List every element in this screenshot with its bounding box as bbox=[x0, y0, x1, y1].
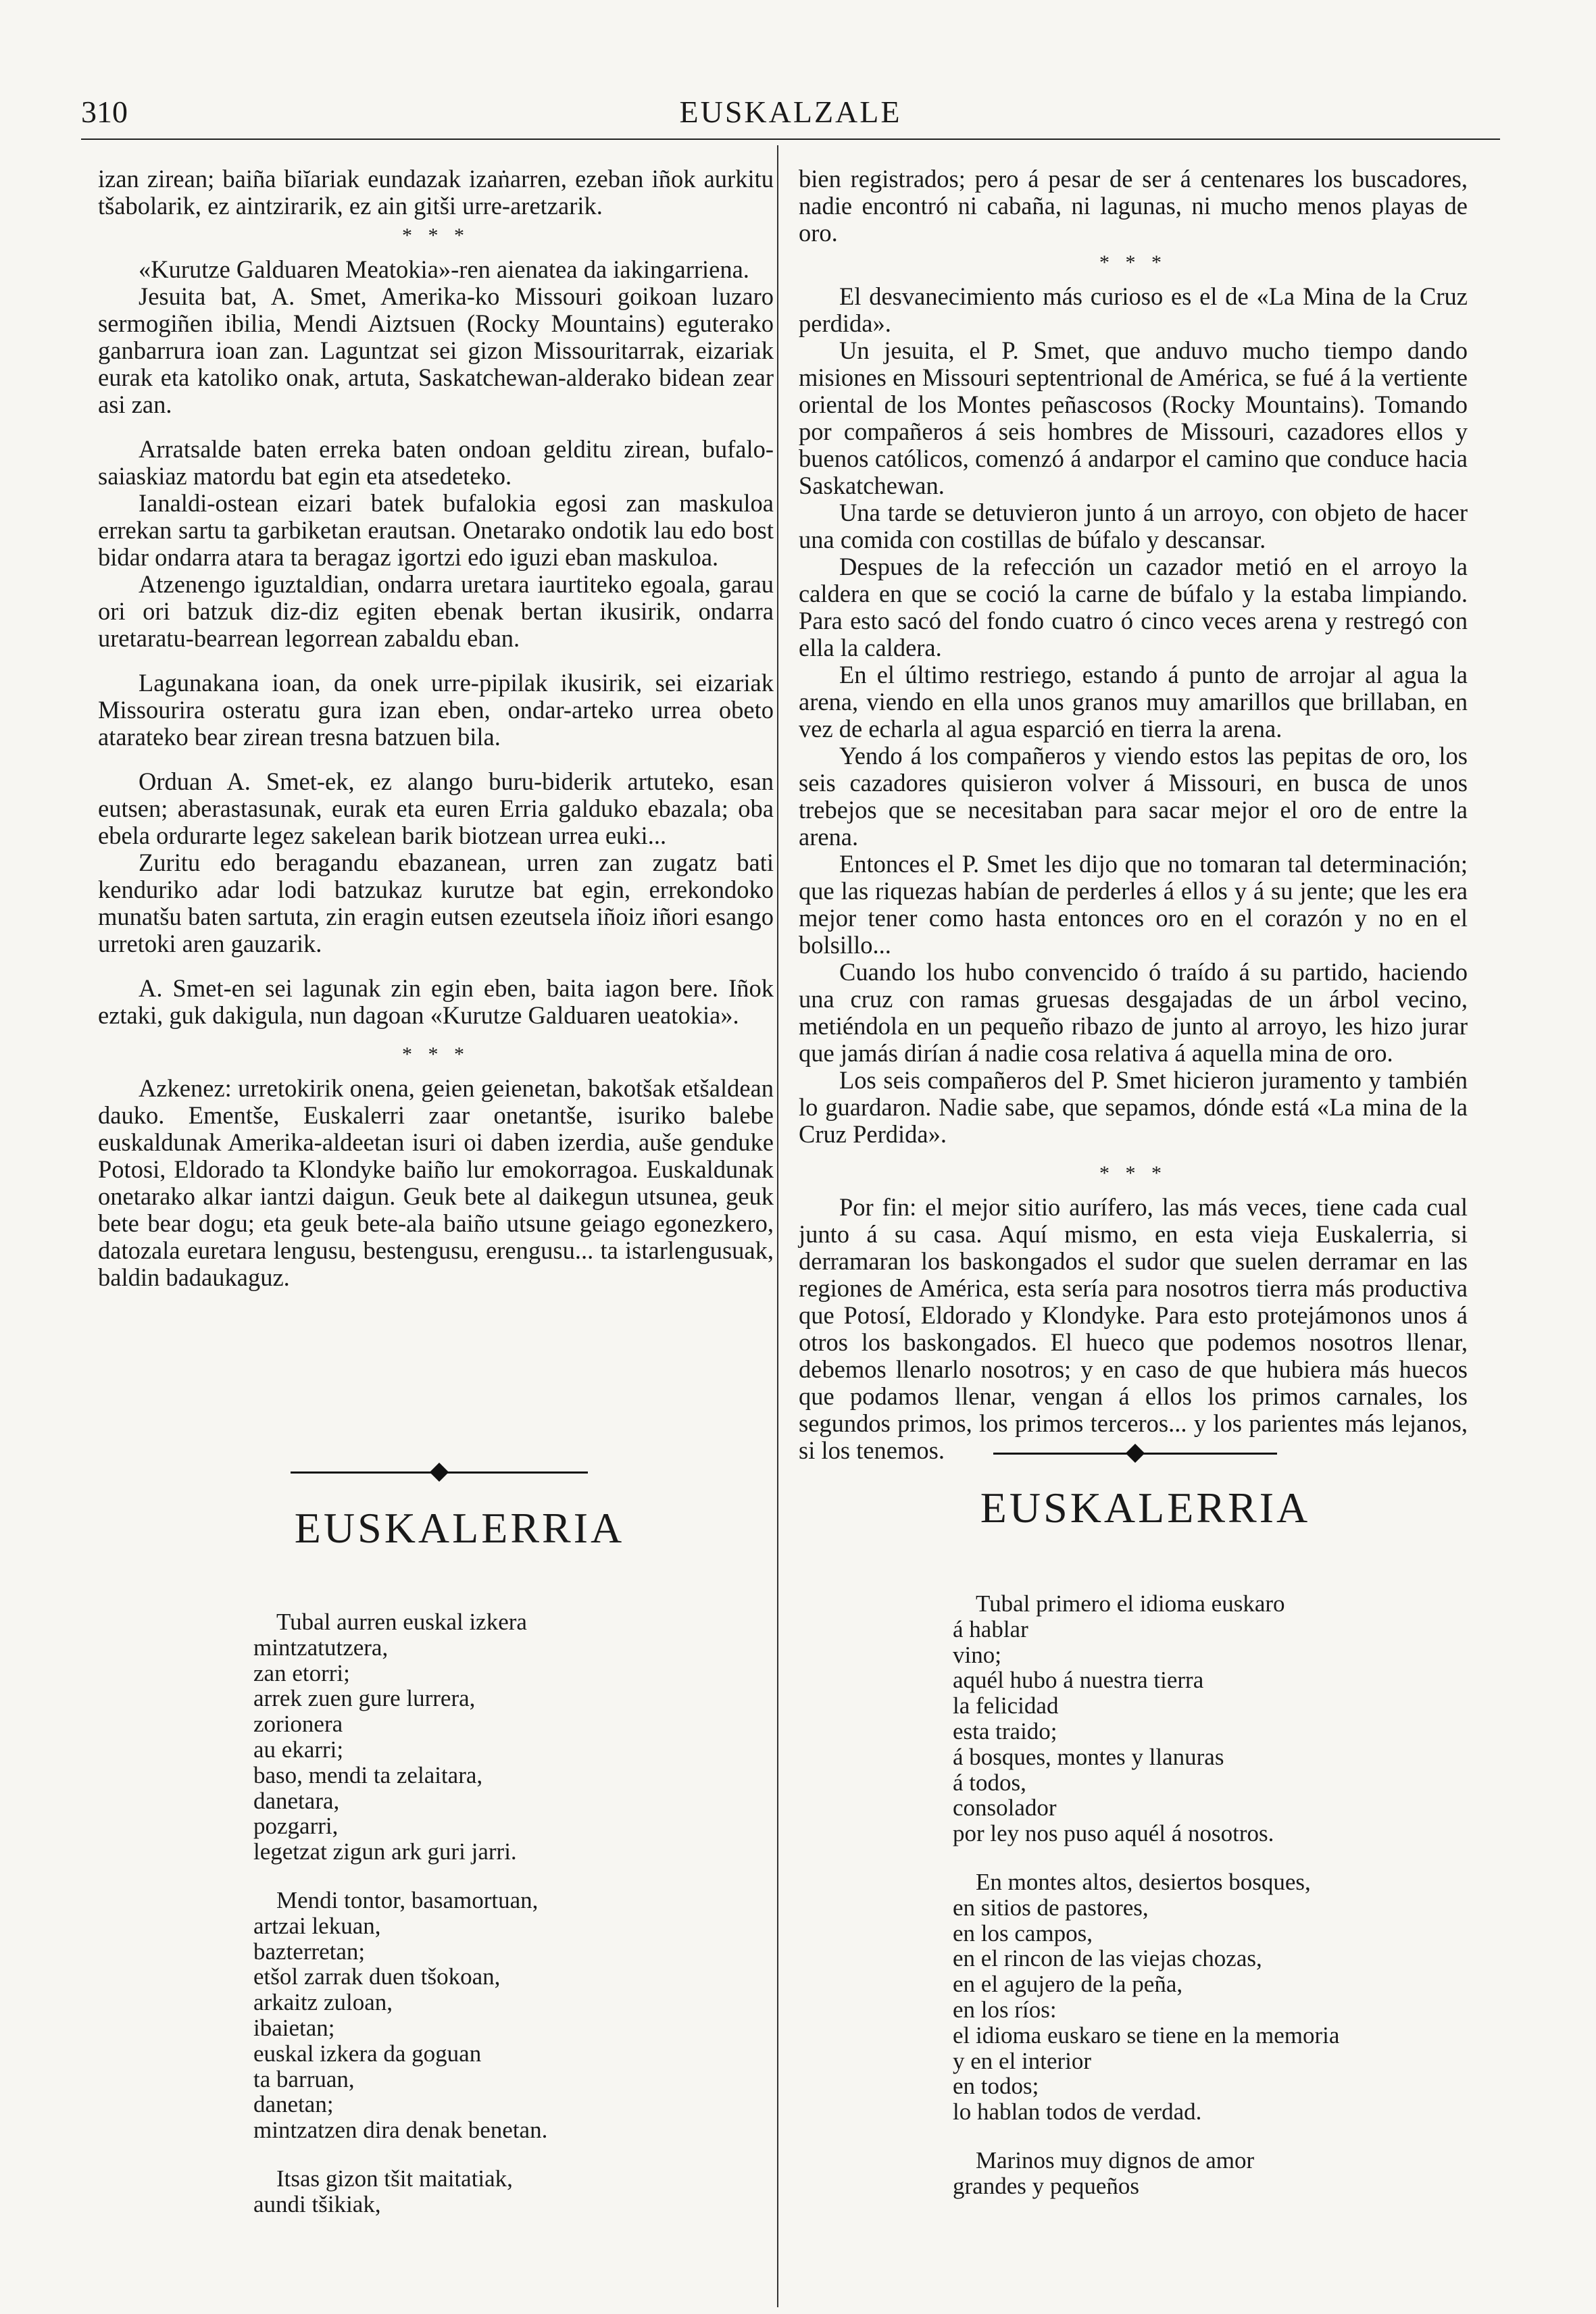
verse-line: á bosques, montes y llanuras bbox=[953, 1743, 1224, 1770]
poem-right bbox=[953, 1591, 1339, 2222]
verse-line: ibaietan; bbox=[253, 2014, 335, 2041]
section-separator-stars: * * * bbox=[402, 224, 470, 247]
verse-line: por ley nos puso aquél á nosotros. bbox=[953, 1820, 1274, 1847]
paragraph: Azkenez: urretokirik onena, geien geienetan, bakotšak etšaldean dauko. Ementše, Euskalerri zaar onetantše, isuriko balebe euskaldunak Amerika-aldeetan isuri oi daben izerdia, auše genduke Potosi, Eldorado ta Klondyke baiño lur emokorragoa. Euskaldunak onetarako alkar iantzi daigun. Geuk bete al daikegun utsunea, geuk bete bear dogu; eta geuk bete-ala baiño utsune geiago egonezkero, datozala euretara lengusu, bestengusu, erengusu... ta istarlengusuak, baldin badaukaguz. bbox=[98, 1074, 774, 1291]
verse-line: Tubal aurren euskal izkera bbox=[276, 1609, 527, 1635]
paragraph: izan zirean; baiña biĭariak eundazak izaṅarren, ezeban iñok aurkitu tšabolarik, ez aintzirarik, ez ain gitši urre-aretzarik. bbox=[98, 165, 774, 220]
section-separator-stars: * * * bbox=[1099, 251, 1167, 274]
verse-line: baso, mendi ta zelaitara, bbox=[253, 1761, 483, 1788]
right-column bbox=[799, 166, 1468, 1464]
paragraph: Entonces el P. Smet les dijo que no tomaran tal determinación; que las riquezas habían de perderles á ellos y á su jente; que les era mejor tener como hasta entonces oro en el corazón y no en el bolsillo... bbox=[799, 850, 1468, 959]
verse-line: el idioma euskaro se tiene en la memoria bbox=[953, 2021, 1340, 2048]
verse-line: etšol zarrak duen tšokoan, bbox=[253, 1963, 501, 1990]
verse-line: vino; bbox=[953, 1641, 1001, 1668]
verse-line: en los ríos: bbox=[953, 1996, 1057, 2023]
verse-line: á todos, bbox=[953, 1769, 1026, 1796]
column-divider bbox=[777, 145, 778, 2307]
verse-line: á hablar bbox=[953, 1615, 1028, 1642]
paragraph: Ianaldi-ostean eizari batek bufalokia egosi zan maskuloa errekan sartu ta garbiketan erautsan. Onetarako ondotik lau edo bost bidar ondarra atara ta beragaz igortzi edo iguzi eban maskuloa. bbox=[98, 489, 774, 571]
verse-line: au ekarri; bbox=[253, 1736, 344, 1763]
paragraph: «Kurutze Galduaren Meatokia»-ren aienatea da iakingarriena. bbox=[139, 255, 749, 283]
paragraph: Una tarde se detuvieron junto á un arroyo, con objeto de hacer una comida con costillas de búfalo y descansar. bbox=[799, 499, 1468, 553]
paragraph: Despues de la refección un cazador metió en el arroyo la caldera en que se coció la carne de búfalo y la estaba limpiando. Para esto sacó del fondo cuatro ó cinco veces arena y restregó con ella la caldera. bbox=[799, 553, 1468, 661]
verse-line: bazterretan; bbox=[253, 1938, 366, 1965]
paragraph: Jesuita bat, A. Smet, Amerika-ko Missouri goikoan luzaro sermogiñen ibilia, Mendi Aiztsuen (Rocky Mountains) eguterako ganbarrura ioan zan. Laguntzat sei gizon Missouritarrak, eizariak eurak eta katoliko onak, artuta, Saskatchewan-alderako bidean zear asi zan. bbox=[98, 282, 774, 418]
verse-line: legetzat zigun ark guri jarri. bbox=[253, 1838, 517, 1865]
paragraph: bien registrados; pero á pesar de ser á centenares los buscadores, nadie encontró ni cabaña, ni lagunas, ni mucho menos playas de oro. bbox=[799, 165, 1468, 247]
verse-line: euskal izkera da goguan bbox=[253, 2040, 482, 2067]
paragraph: Un jesuita, el P. Smet, que anduvo mucho tiempo dando misiones en Missouri septentrional de América, se fué á la vertiente oriental de los Montes peñascosos (Rocky Mountains). Tomando por compañeros á seis hombres de Missouri, cazadores ellos y buenos católicos, comenzó á andarpor el camino que conduce hacia Saskatchewan. bbox=[799, 336, 1468, 499]
verse-line: Itsas gizon tšit maitatiak, bbox=[276, 2165, 513, 2192]
page-number: 310 bbox=[81, 95, 128, 129]
verse-line: Tubal primero el idioma euskaro bbox=[976, 1590, 1285, 1617]
verse-line: en el rincon de las viejas chozas, bbox=[953, 1945, 1262, 1972]
section-separator-stars: * * * bbox=[1099, 1162, 1167, 1184]
verse-line: aundi tšikiak, bbox=[253, 2190, 381, 2217]
page-header bbox=[81, 91, 1500, 140]
verse-line: en sitios de pastores, bbox=[953, 1894, 1149, 1921]
verse-line: esta traido; bbox=[953, 1717, 1057, 1744]
paragraph: Los seis compañeros del P. Smet hicieron juramento y también lo guardaron. Nadie sabe, que sepamos, dónde está «La mina de la Cruz Perdida». bbox=[799, 1066, 1468, 1148]
verse-line: en el agujero de la peña, bbox=[953, 1971, 1183, 1998]
paragraph: Lagunakana ioan, da onek urre-pipilak ikusirik, sei eizariak Missourira osteratu gura izan eben, ondar-arteko urrea obeto atarateko bear zirean tresna batzuen bila. bbox=[98, 669, 774, 751]
paragraph: Zuritu edo beragandu ebazanean, urren zan zugatz bati kenduriko adar lodi batzukaz kurutze bat egin, errekondoko munatšu baten sartuta, zin eragin eutsen ezeutsela iñoiz iñori esango urretoki aren gauzarik. bbox=[98, 849, 774, 957]
left-column bbox=[98, 166, 774, 1291]
verse-line: mintzatzen dira denak benetan. bbox=[253, 2117, 548, 2144]
verse-line: arrek zuen gure lurrera, bbox=[253, 1685, 476, 1712]
verse-line: Mendi tontor, basamortuan, bbox=[276, 1886, 539, 1913]
verse-line: danetara, bbox=[253, 1787, 340, 1814]
paragraph: Por fin: el mejor sitio aurífero, las más veces, tiene cada cual junto á su casa. Aquí mismo, en esta vieja Euskalerria, si derramaran los baskongados el sudor que suelen derramar en las regiones de América, esta sería para nosotros tierra más productiva que Potosí, Eldorado y Klondyke. Para esto protejámonos unos á otros los baskongados. El hueco que podemos nosotros llenar, debemos llenarlo nosotros; y en caso de que hubiera más huecos que podamos llenar, vengan á ellos los primos carnales, los segundos primos, los primos terceros... y los parientes más lejanos, si los tenemos. bbox=[799, 1193, 1468, 1464]
verse-line: artzai lekuan, bbox=[253, 1912, 381, 1939]
verse-line: aquél hubo á nuestra tierra bbox=[953, 1667, 1204, 1694]
ornamental-rule bbox=[993, 1446, 1277, 1461]
paragraph: Atzenengo iguztaldian, ondarra uretara iaurtiteko egoala, garau ori ori batzuk diz-diz egiten ebenak bertan ikusirik, ondarra uretaratu-bearrean legorrean zabaldu eban. bbox=[98, 570, 774, 652]
verse-line: en los campos, bbox=[953, 1919, 1093, 1946]
verse-line: zan etorri; bbox=[253, 1659, 350, 1686]
paragraph: Cuando los hubo convencido ó traído á su partido, haciendo una cruz con ramas gruesas desgajadas de un árbol vecino, metiéndola en un pequeño ribazo de junto al arroyo, les hizo jurar que jamás dirían á nadie cosa relativa á aquella mina de oro. bbox=[799, 958, 1468, 1067]
verse-line: y en el interior bbox=[953, 2047, 1092, 2074]
verse-line: En montes altos, desiertos bosques, bbox=[976, 1868, 1311, 1895]
verse-line: mintzatutzera, bbox=[253, 1634, 389, 1661]
verse-line: ta barruan, bbox=[253, 2065, 355, 2092]
verse-line: en todos; bbox=[953, 2073, 1039, 2100]
poem-title-right: EUSKALERRIA bbox=[980, 1484, 1311, 1532]
verse-line: la felicidad bbox=[953, 1692, 1059, 1719]
verse-line: arkaitz zuloan, bbox=[253, 1989, 393, 2016]
poem-title-left: EUSKALERRIA bbox=[294, 1504, 625, 1552]
section-separator-stars: * * * bbox=[402, 1043, 470, 1065]
verse-line: Marinos muy dignos de amor bbox=[976, 2146, 1255, 2173]
paragraph: El desvanecimiento más curioso es el de «La Mina de la Cruz perdida». bbox=[799, 282, 1468, 337]
ornamental-rule bbox=[291, 1465, 588, 1480]
verse-line: consolador bbox=[953, 1794, 1057, 1821]
verse-line: grandes y pequeños bbox=[953, 2172, 1140, 2199]
verse-line: lo hablan todos de verdad. bbox=[953, 2098, 1202, 2126]
poem-left bbox=[253, 1609, 547, 2240]
paragraph: A. Smet-en sei lagunak zin egin eben, baita iagon bere. Iñok eztaki, guk dakigula, nun dagoan «Kurutze Galduaren ueatokia». bbox=[98, 974, 774, 1029]
verse-line: danetan; bbox=[253, 2091, 334, 2118]
paragraph: En el último restriego, estando á punto de arrojar al agua la arena, viendo en ella unos granos muy amarillos que brillaban, en vez de echarla al agua esparció en tierra la arena. bbox=[799, 661, 1468, 743]
paragraph: Arratsalde baten erreka baten ondoan gelditu zirean, bufalo-saiaskiaz matordu bat egin eta atsedeteko. bbox=[98, 435, 774, 490]
verse-line: pozgarri, bbox=[253, 1813, 339, 1840]
verse-line: zorionera bbox=[253, 1711, 343, 1738]
running-title: EUSKALZALE bbox=[679, 95, 902, 129]
paragraph: Orduan A. Smet-ek, ez alango buru-biderik artuteko, esan eutsen; aberastasunak, eurak eta euren Erria galduko ebazala; oba ebela ordurarte legez sakelean barik biotzean urrea euki... bbox=[98, 768, 774, 849]
paragraph: Yendo á los compañeros y viendo estos las pepitas de oro, los seis cazadores quisieron volver á Missouri, en busca de unos trebejos que se necesitaban para sacar mejor el oro de entre la arena. bbox=[799, 742, 1468, 851]
